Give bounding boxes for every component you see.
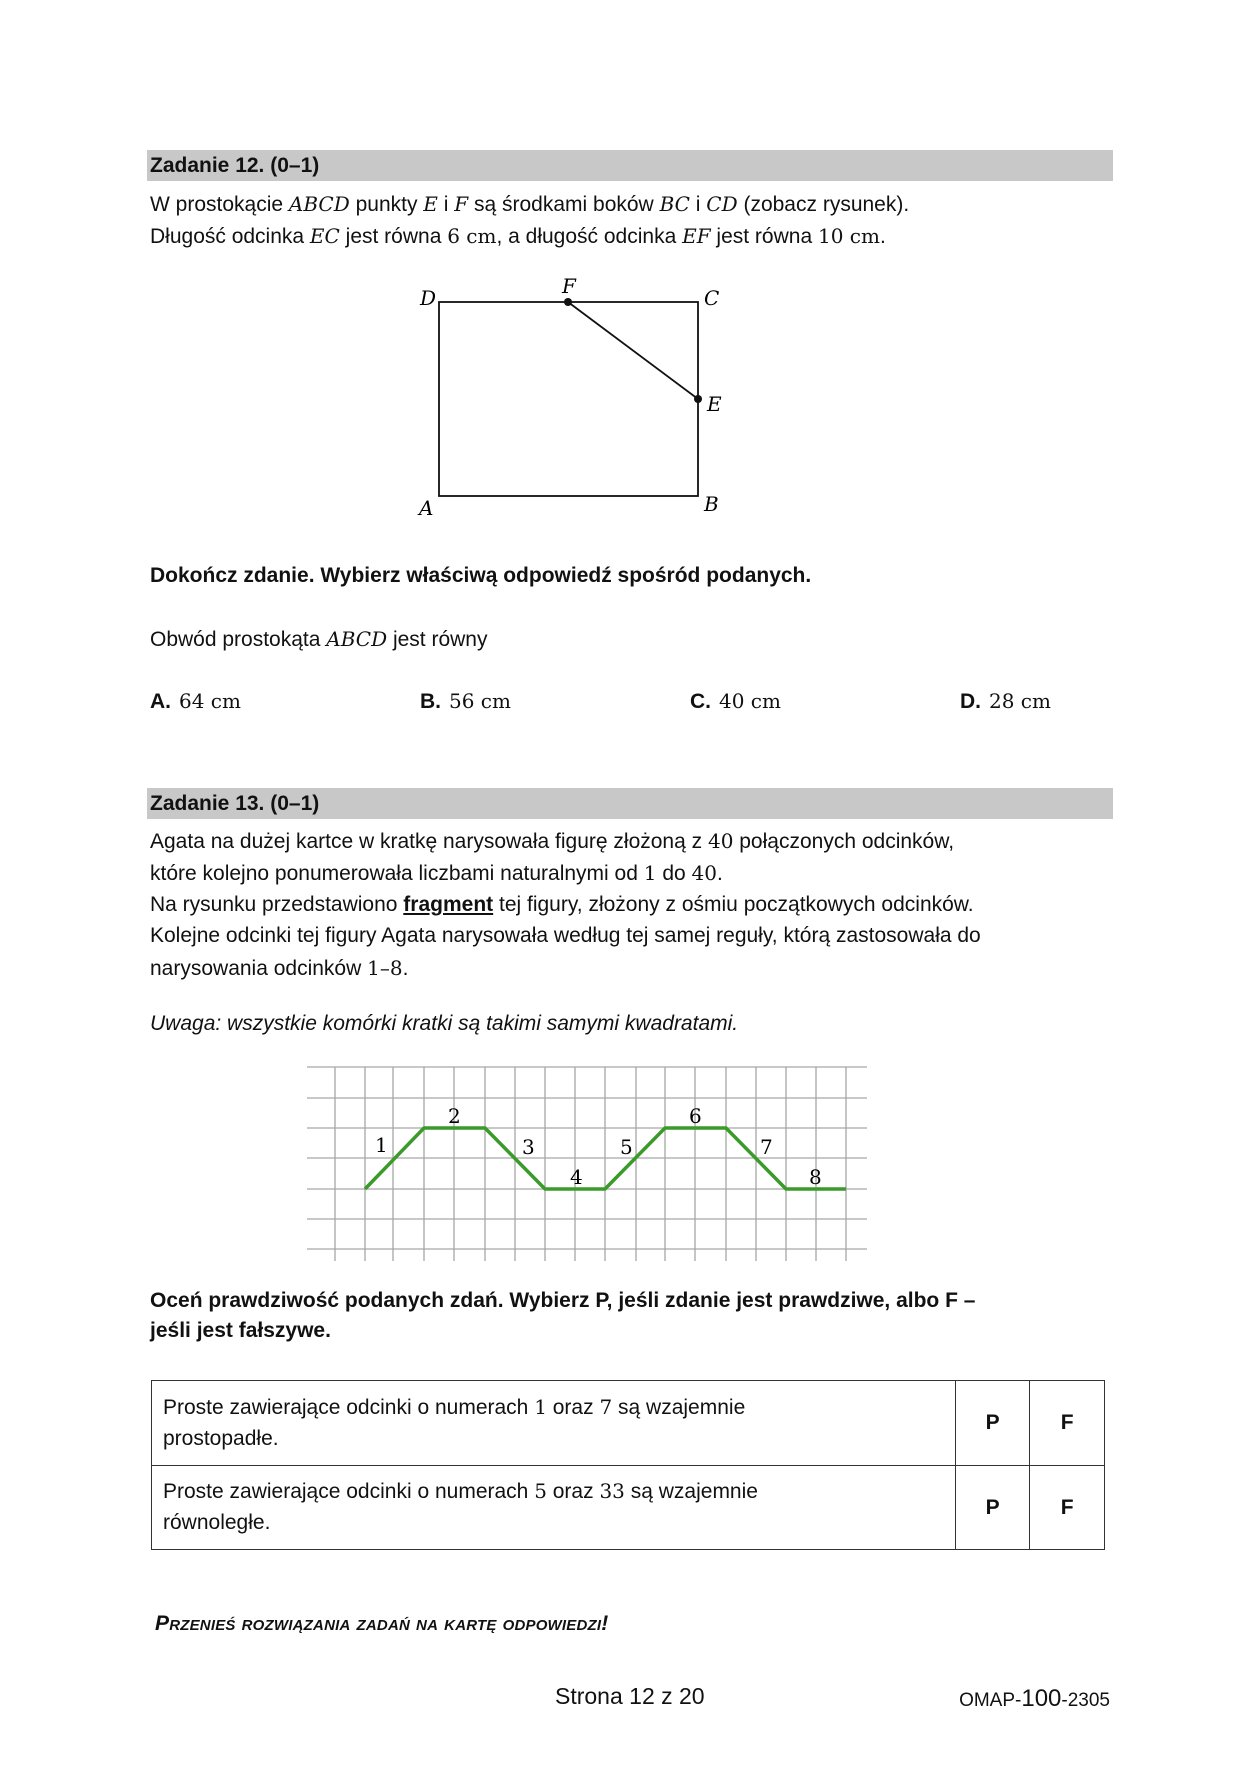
answer-letter: A. [150, 690, 171, 713]
text: są środkami boków [468, 193, 660, 216]
text: . [716, 862, 723, 885]
text: Agata na dużej kartce w kratkę narysowała figurę złożoną z [150, 830, 708, 853]
task-12-instruction: Dokończ zdanie. Wybierz właściwą odpowiedź spośród podanych. [150, 564, 812, 587]
text: narysowania odcinków [150, 957, 368, 980]
label-d: D [420, 286, 437, 310]
segment-label-4: 4 [570, 1165, 583, 1189]
answer-option-b[interactable] [420, 689, 511, 714]
answer-value: 56 cm [449, 689, 511, 713]
task-13-paragraph-3 [150, 890, 974, 920]
task-13-paragraph-4: Kolejne odcinki tej figury Agata narysowała według tej samej reguły, którą zastosowała do [150, 924, 981, 947]
text: i [689, 193, 707, 216]
answer-letter: B. [420, 690, 441, 713]
answer-option-d[interactable] [960, 689, 1051, 714]
text: Proste zawierające odcinki o numerach [163, 1395, 535, 1419]
code-suffix: -2305 [1061, 1690, 1110, 1711]
text: W prostokącie [150, 193, 289, 216]
false-option-1[interactable]: F [1030, 1381, 1105, 1466]
segment-label-8: 8 [809, 1165, 822, 1189]
text: i [437, 193, 455, 216]
math: 40 [707, 829, 734, 853]
math: EC [309, 224, 340, 248]
true-false-table [151, 1380, 1105, 1550]
math: ABCD [326, 627, 388, 651]
task-13-instruction-line-2: jeśli jest fałszywe. [150, 1319, 331, 1342]
text: Proste zawierające odcinki o numerach [163, 1480, 535, 1504]
answer-option-c[interactable] [690, 689, 781, 714]
label-b: B [704, 492, 719, 516]
math: 33 [599, 1479, 625, 1504]
text: równoległe. [163, 1511, 271, 1535]
text: połączonych odcinków, [733, 830, 955, 853]
math: ABCD [288, 192, 350, 216]
label-a: A [419, 496, 434, 520]
task-12-header: Zadanie 12. (0–1) [147, 150, 1113, 181]
task-12-intro-line-2 [150, 221, 886, 252]
text: oraz [546, 1480, 600, 1504]
math: 7 [599, 1394, 613, 1419]
point-e [694, 395, 702, 403]
exam-code [959, 1685, 1110, 1713]
code-prefix: OMAP- [959, 1690, 1022, 1711]
transfer-answers-note: Przenieś rozwiązania zadań na kartę odpowiedzi! [155, 1612, 609, 1635]
text: są wzajemnie [612, 1395, 746, 1419]
answer-letter: D. [960, 690, 981, 713]
statement-1 [152, 1381, 956, 1466]
text: punkty [349, 193, 424, 216]
rectangle-abcd [439, 302, 698, 496]
segment-ef [568, 302, 698, 399]
text: Obwód prostokąta [150, 628, 327, 651]
text: tej figury, złożony z ośmiu początkowych odcinków. [493, 893, 974, 916]
segment-label-6: 6 [689, 1104, 702, 1128]
text: są wzajemnie [624, 1480, 758, 1504]
text: , a długość odcinka [496, 225, 683, 248]
label-c: C [704, 286, 720, 310]
task-13-paragraph-5 [150, 953, 408, 984]
text: Długość odcinka [150, 225, 310, 248]
task-13-paragraph-2 [150, 858, 723, 889]
math: 6 cm [447, 224, 497, 248]
math: 10 cm [817, 224, 880, 248]
math: 40 [691, 861, 717, 885]
label-f: F [562, 274, 576, 298]
math: 1 [534, 1394, 547, 1419]
text: jest równy [387, 628, 488, 651]
emphasis: fragment [403, 893, 494, 916]
math: CD [706, 192, 738, 216]
segment-label-3: 3 [522, 1135, 535, 1159]
true-option-2[interactable]: P [955, 1465, 1030, 1550]
task-12-prompt [150, 624, 488, 655]
math: 1–8 [367, 956, 403, 980]
text: jest równa [710, 225, 818, 248]
answer-value: 28 cm [989, 689, 1051, 713]
segment-label-1: 1 [375, 1133, 388, 1157]
table-row [152, 1381, 1105, 1466]
task-13-note: Uwaga: wszystkie komórki kratki są takimi samymi kwadratami. [150, 1012, 739, 1035]
text: Na rysunku przedstawiono [150, 893, 404, 916]
grid-figure [300, 1060, 880, 1270]
text: oraz [546, 1395, 600, 1419]
math: F [454, 192, 469, 216]
statement-2 [152, 1465, 956, 1550]
true-option-1[interactable]: P [955, 1381, 1030, 1466]
false-option-2[interactable]: F [1030, 1465, 1105, 1550]
math: E [423, 192, 438, 216]
math: 5 [534, 1479, 547, 1504]
point-f [564, 298, 572, 306]
answer-letter: C. [690, 690, 711, 713]
answer-value: 64 cm [179, 689, 241, 713]
text: . [879, 225, 886, 248]
text: (zobacz rysunek). [737, 193, 910, 216]
answer-value: 40 cm [719, 689, 781, 713]
task-13-paragraph-1 [150, 826, 954, 857]
task-12-intro-line-1 [150, 189, 909, 220]
table-row [152, 1465, 1105, 1550]
text: jest równa [339, 225, 448, 248]
segment-label-7: 7 [760, 1135, 773, 1159]
code-mid: 100 [1021, 1685, 1062, 1712]
segment-label-2: 2 [448, 1104, 461, 1128]
page-number: Strona 12 z 20 [555, 1683, 705, 1709]
math: EF [682, 224, 711, 248]
task-13-instruction-line-1: Oceń prawdziwość podanych zdań. Wybierz P, jeśli zdanie jest prawdziwe, albo F – [150, 1289, 976, 1312]
math: BC [659, 192, 690, 216]
text: które kolejno ponumerowała liczbami naturalnymi od [150, 862, 644, 885]
rectangle-figure [400, 260, 750, 530]
text: prostopadłe. [163, 1426, 279, 1450]
label-e: E [707, 392, 722, 416]
text: . [402, 957, 409, 980]
math: 1 [643, 861, 657, 885]
segment-label-5: 5 [620, 1135, 633, 1159]
answer-option-a[interactable] [150, 689, 241, 714]
task-13-header: Zadanie 13. (0–1) [147, 788, 1113, 819]
text: do [656, 862, 692, 885]
